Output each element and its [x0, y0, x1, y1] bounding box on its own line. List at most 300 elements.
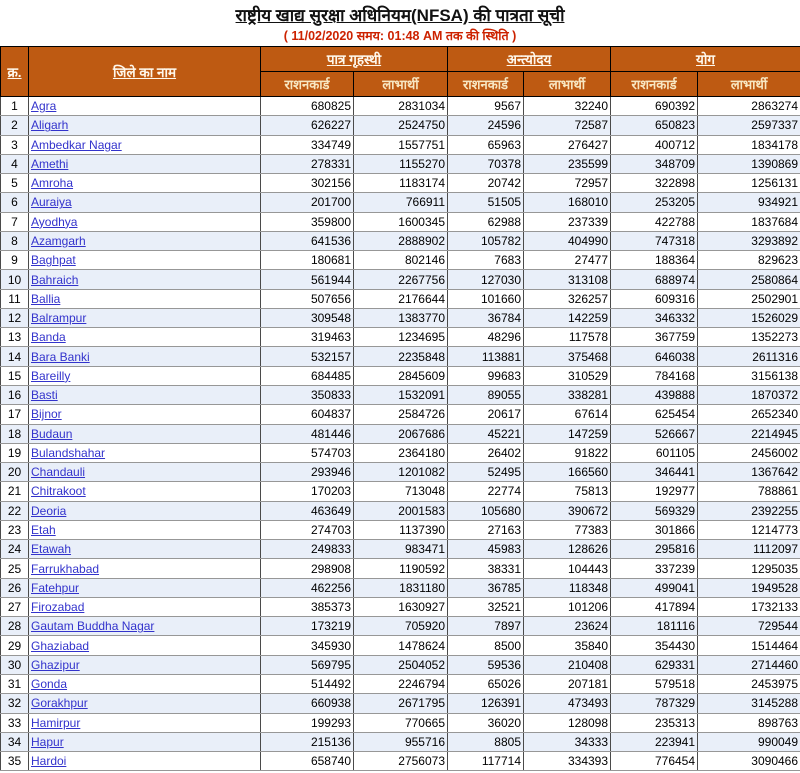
total-rationcards-value: 223941: [611, 732, 698, 751]
total-rationcards-value: 629331: [611, 655, 698, 674]
phh-rationcards-value: 463649: [261, 501, 354, 520]
aay-beneficiaries-value: 375468: [524, 347, 611, 366]
district-cell: [29, 463, 261, 482]
aay-rationcards-value: 62988: [448, 212, 524, 231]
total-rationcards-value: 192977: [611, 482, 698, 501]
aay-beneficiaries-value: 117578: [524, 328, 611, 347]
district-cell: [29, 270, 261, 289]
phh-rationcards-value: 641536: [261, 231, 354, 250]
aay-beneficiaries-value: 142259: [524, 308, 611, 327]
district-cell: [29, 308, 261, 327]
total-beneficiaries-value: 1295035: [698, 559, 800, 578]
table-row: [1, 424, 800, 443]
aay-rationcards-value: 117714: [448, 752, 524, 771]
district-cell: [29, 559, 261, 578]
column-header-phh-rationcards: राशनकार्ड: [261, 72, 354, 97]
total-rationcards-value: 346332: [611, 308, 698, 327]
table-header: [1, 47, 800, 97]
aay-rationcards-value: 89055: [448, 385, 524, 404]
column-header-aay-beneficiaries: लाभार्थी: [524, 72, 611, 97]
column-header-total-beneficiaries: लाभार्थी: [698, 72, 800, 97]
table-row: [1, 694, 800, 713]
aay-rationcards-value: 7897: [448, 617, 524, 636]
phh-beneficiaries-value: 2831034: [354, 97, 448, 116]
district-link[interactable]: Etawah: [31, 542, 72, 557]
aay-beneficiaries-value: 72957: [524, 174, 611, 193]
column-group-antyodaya: अन्त्योदय: [448, 47, 611, 72]
total-rationcards-value: 579518: [611, 674, 698, 693]
phh-beneficiaries-value: 983471: [354, 540, 448, 559]
row-serial-number: 16: [1, 385, 29, 404]
phh-rationcards-value: 170203: [261, 482, 354, 501]
table-row: [1, 212, 800, 231]
total-beneficiaries-value: 2580864: [698, 270, 800, 289]
district-cell: [29, 636, 261, 655]
phh-beneficiaries-value: 1557751: [354, 135, 448, 154]
district-link[interactable]: Amethi: [31, 156, 69, 171]
phh-rationcards-value: 680825: [261, 97, 354, 116]
aay-beneficiaries-value: 404990: [524, 231, 611, 250]
phh-beneficiaries-value: 2671795: [354, 694, 448, 713]
aay-beneficiaries-value: 390672: [524, 501, 611, 520]
table-row: [1, 289, 800, 308]
district-cell: [29, 366, 261, 385]
table-row: [1, 174, 800, 193]
phh-rationcards-value: 462256: [261, 578, 354, 597]
total-rationcards-value: 367759: [611, 328, 698, 347]
district-cell: [29, 617, 261, 636]
phh-beneficiaries-value: 1831180: [354, 578, 448, 597]
aay-beneficiaries-value: 77383: [524, 520, 611, 539]
table-row: [1, 732, 800, 751]
phh-beneficiaries-value: 1630927: [354, 597, 448, 616]
row-serial-number: 12: [1, 308, 29, 327]
row-serial-number: 11: [1, 289, 29, 308]
table-row: [1, 617, 800, 636]
phh-rationcards-value: 626227: [261, 116, 354, 135]
aay-rationcards-value: 22774: [448, 482, 524, 501]
aay-rationcards-value: 36020: [448, 713, 524, 732]
district-cell: [29, 694, 261, 713]
phh-beneficiaries-value: 1190592: [354, 559, 448, 578]
aay-beneficiaries-value: 310529: [524, 366, 611, 385]
table-row: [1, 674, 800, 693]
district-cell: [29, 231, 261, 250]
total-beneficiaries-value: 1214773: [698, 520, 800, 539]
district-cell: [29, 443, 261, 462]
aay-rationcards-value: 59536: [448, 655, 524, 674]
total-beneficiaries-value: 1112097: [698, 540, 800, 559]
total-rationcards-value: 253205: [611, 193, 698, 212]
total-beneficiaries-value: 990049: [698, 732, 800, 751]
aay-rationcards-value: 127030: [448, 270, 524, 289]
table-row: [1, 482, 800, 501]
district-link[interactable]: Banda: [31, 330, 66, 345]
total-beneficiaries-value: 2597337: [698, 116, 800, 135]
aay-beneficiaries-value: 473493: [524, 694, 611, 713]
row-serial-number: 3: [1, 135, 29, 154]
aay-rationcards-value: 51505: [448, 193, 524, 212]
row-serial-number: 18: [1, 424, 29, 443]
phh-beneficiaries-value: 1155270: [354, 154, 448, 173]
phh-beneficiaries-value: 1600345: [354, 212, 448, 231]
district-link[interactable]: Gonda: [31, 677, 68, 692]
district-cell: [29, 251, 261, 270]
column-group-eligible-household: पात्र गृहस्थी: [261, 47, 448, 72]
district-link[interactable]: Ghazipur: [31, 657, 80, 672]
row-serial-number: 8: [1, 231, 29, 250]
table-row: [1, 231, 800, 250]
phh-beneficiaries-value: 1137390: [354, 520, 448, 539]
district-link[interactable]: Bahraich: [31, 272, 79, 287]
total-beneficiaries-value: 2652340: [698, 405, 800, 424]
aay-rationcards-value: 105680: [448, 501, 524, 520]
phh-rationcards-value: 319463: [261, 328, 354, 347]
phh-rationcards-value: 561944: [261, 270, 354, 289]
district-link[interactable]: Gautam Buddha Nagar: [31, 619, 155, 634]
district-link[interactable]: Budaun: [31, 426, 73, 441]
aay-rationcards-value: 7683: [448, 251, 524, 270]
total-beneficiaries-value: 2214945: [698, 424, 800, 443]
district-link[interactable]: Gorakhpur: [31, 696, 88, 711]
phh-beneficiaries-value: 705920: [354, 617, 448, 636]
district-cell: [29, 116, 261, 135]
district-cell: [29, 154, 261, 173]
phh-rationcards-value: 274703: [261, 520, 354, 539]
aay-beneficiaries-value: 237339: [524, 212, 611, 231]
table-row: [1, 559, 800, 578]
row-serial-number: 21: [1, 482, 29, 501]
aay-beneficiaries-value: 104443: [524, 559, 611, 578]
total-rationcards-value: 526667: [611, 424, 698, 443]
district-cell: [29, 347, 261, 366]
table-body: [1, 97, 800, 771]
total-rationcards-value: 422788: [611, 212, 698, 231]
aay-beneficiaries-value: 128098: [524, 713, 611, 732]
aay-rationcards-value: 126391: [448, 694, 524, 713]
phh-beneficiaries-value: 2176644: [354, 289, 448, 308]
phh-rationcards-value: 215136: [261, 732, 354, 751]
total-rationcards-value: 601105: [611, 443, 698, 462]
district-link[interactable]: Hardoi: [31, 754, 67, 769]
row-serial-number: 28: [1, 617, 29, 636]
aay-beneficiaries-value: 118348: [524, 578, 611, 597]
phh-rationcards-value: 278331: [261, 154, 354, 173]
district-cell: [29, 597, 261, 616]
aay-rationcards-value: 45221: [448, 424, 524, 443]
total-beneficiaries-value: 934921: [698, 193, 800, 212]
row-serial-number: 7: [1, 212, 29, 231]
total-beneficiaries-value: 2392255: [698, 501, 800, 520]
district-cell: [29, 174, 261, 193]
aay-beneficiaries-value: 334393: [524, 752, 611, 771]
aay-beneficiaries-value: 147259: [524, 424, 611, 443]
aay-rationcards-value: 45983: [448, 540, 524, 559]
aay-rationcards-value: 36784: [448, 308, 524, 327]
aay-beneficiaries-value: 326257: [524, 289, 611, 308]
total-beneficiaries-value: 2456002: [698, 443, 800, 462]
district-link[interactable]: Fatehpur: [31, 580, 80, 595]
district-link[interactable]: Amroha: [31, 176, 74, 191]
table-row: [1, 752, 800, 771]
aay-rationcards-value: 8805: [448, 732, 524, 751]
district-link[interactable]: Azamgarh: [31, 233, 86, 248]
total-beneficiaries-value: 898763: [698, 713, 800, 732]
aay-rationcards-value: 99683: [448, 366, 524, 385]
total-beneficiaries-value: 3090466: [698, 752, 800, 771]
row-serial-number: 10: [1, 270, 29, 289]
phh-rationcards-value: 658740: [261, 752, 354, 771]
table-row: [1, 135, 800, 154]
total-beneficiaries-value: 1870372: [698, 385, 800, 404]
table-row: [1, 540, 800, 559]
district-cell: [29, 212, 261, 231]
table-row: [1, 655, 800, 674]
district-cell: [29, 752, 261, 771]
table-row: [1, 463, 800, 482]
district-cell: [29, 97, 261, 116]
total-rationcards-value: 346441: [611, 463, 698, 482]
district-cell: [29, 578, 261, 597]
table-row: [1, 270, 800, 289]
phh-rationcards-value: 481446: [261, 424, 354, 443]
district-link[interactable]: Firozabad: [31, 600, 85, 615]
aay-beneficiaries-value: 207181: [524, 674, 611, 693]
total-rationcards-value: 776454: [611, 752, 698, 771]
row-serial-number: 34: [1, 732, 29, 751]
phh-rationcards-value: 201700: [261, 193, 354, 212]
district-cell: [29, 732, 261, 751]
phh-rationcards-value: 385373: [261, 597, 354, 616]
phh-beneficiaries-value: 1234695: [354, 328, 448, 347]
district-link[interactable]: Chandauli: [31, 465, 86, 480]
phh-beneficiaries-value: 1201082: [354, 463, 448, 482]
district-link[interactable]: Basti: [31, 388, 58, 403]
phh-beneficiaries-value: 770665: [354, 713, 448, 732]
aay-beneficiaries-value: 32240: [524, 97, 611, 116]
total-beneficiaries-value: 1949528: [698, 578, 800, 597]
total-beneficiaries-value: 3145288: [698, 694, 800, 713]
total-rationcards-value: 301866: [611, 520, 698, 539]
total-rationcards-value: 439888: [611, 385, 698, 404]
district-cell: [29, 424, 261, 443]
phh-rationcards-value: 684485: [261, 366, 354, 385]
aay-beneficiaries-value: 72587: [524, 116, 611, 135]
district-cell: [29, 540, 261, 559]
table-row: [1, 520, 800, 539]
phh-rationcards-value: 334749: [261, 135, 354, 154]
total-beneficiaries-value: 1837684: [698, 212, 800, 231]
row-serial-number: 14: [1, 347, 29, 366]
aay-beneficiaries-value: 91822: [524, 443, 611, 462]
table-row: [1, 116, 800, 135]
aay-rationcards-value: 32521: [448, 597, 524, 616]
total-rationcards-value: 235313: [611, 713, 698, 732]
page-title: राष्ट्रीय खाद्य सुरक्षा अधिनियम(NFSA) की पात्रता सूची: [235, 6, 565, 25]
table-row: [1, 251, 800, 270]
district-cell: [29, 135, 261, 154]
phh-beneficiaries-value: 2524750: [354, 116, 448, 135]
district-cell: [29, 328, 261, 347]
total-rationcards-value: 569329: [611, 501, 698, 520]
total-rationcards-value: 787329: [611, 694, 698, 713]
district-link[interactable]: Ayodhya: [31, 214, 78, 229]
aay-rationcards-value: 20617: [448, 405, 524, 424]
district-link[interactable]: Bara Banki: [31, 349, 90, 364]
row-serial-number: 1: [1, 97, 29, 116]
district-cell: [29, 501, 261, 520]
district-link[interactable]: Chitrakoot: [31, 484, 86, 499]
phh-rationcards-value: 173219: [261, 617, 354, 636]
total-beneficiaries-value: 788861: [698, 482, 800, 501]
phh-beneficiaries-value: 2246794: [354, 674, 448, 693]
row-serial-number: 6: [1, 193, 29, 212]
row-serial-number: 35: [1, 752, 29, 771]
aay-beneficiaries-value: 313108: [524, 270, 611, 289]
phh-rationcards-value: 249833: [261, 540, 354, 559]
total-rationcards-value: 784168: [611, 366, 698, 385]
phh-rationcards-value: 293946: [261, 463, 354, 482]
phh-rationcards-value: 345930: [261, 636, 354, 655]
district-link[interactable]: Farrukhabad: [31, 561, 100, 576]
total-beneficiaries-value: 829623: [698, 251, 800, 270]
total-beneficiaries-value: 2502901: [698, 289, 800, 308]
row-serial-number: 13: [1, 328, 29, 347]
row-serial-number: 32: [1, 694, 29, 713]
district-link[interactable]: Hapur: [31, 734, 64, 749]
total-beneficiaries-value: 1732133: [698, 597, 800, 616]
aay-rationcards-value: 65963: [448, 135, 524, 154]
total-rationcards-value: 625454: [611, 405, 698, 424]
aay-rationcards-value: 48296: [448, 328, 524, 347]
phh-beneficiaries-value: 802146: [354, 251, 448, 270]
total-beneficiaries-value: 2863274: [698, 97, 800, 116]
phh-beneficiaries-value: 766911: [354, 193, 448, 212]
district-link[interactable]: Agra: [31, 99, 57, 114]
total-rationcards-value: 747318: [611, 231, 698, 250]
total-beneficiaries-value: 1352273: [698, 328, 800, 347]
district-link[interactable]: Bareilly: [31, 368, 71, 383]
phh-beneficiaries-value: 2504052: [354, 655, 448, 674]
column-header-district: जिले का नाम: [29, 47, 261, 97]
total-rationcards-value: 688974: [611, 270, 698, 289]
phh-rationcards-value: 298908: [261, 559, 354, 578]
aay-beneficiaries-value: 35840: [524, 636, 611, 655]
phh-beneficiaries-value: 1532091: [354, 385, 448, 404]
phh-rationcards-value: 507656: [261, 289, 354, 308]
column-header-phh-beneficiaries: लाभार्थी: [354, 72, 448, 97]
district-link[interactable]: Aligarh: [31, 118, 69, 133]
district-link[interactable]: Baghpat: [31, 253, 76, 268]
table-row: [1, 636, 800, 655]
phh-rationcards-value: 514492: [261, 674, 354, 693]
phh-beneficiaries-value: 2888902: [354, 231, 448, 250]
row-serial-number: 19: [1, 443, 29, 462]
total-rationcards-value: 499041: [611, 578, 698, 597]
aay-beneficiaries-value: 34333: [524, 732, 611, 751]
district-link[interactable]: Bijnor: [31, 407, 62, 422]
district-link[interactable]: Hamirpur: [31, 715, 81, 730]
aay-rationcards-value: 52495: [448, 463, 524, 482]
aay-beneficiaries-value: 75813: [524, 482, 611, 501]
table-row: [1, 328, 800, 347]
table-row: [1, 713, 800, 732]
row-serial-number: 20: [1, 463, 29, 482]
table-row: [1, 366, 800, 385]
phh-rationcards-value: 199293: [261, 713, 354, 732]
phh-beneficiaries-value: 2001583: [354, 501, 448, 520]
aay-beneficiaries-value: 27477: [524, 251, 611, 270]
row-serial-number: 31: [1, 674, 29, 693]
district-cell: [29, 289, 261, 308]
phh-beneficiaries-value: 2845609: [354, 366, 448, 385]
table-row: [1, 578, 800, 597]
phh-rationcards-value: 574703: [261, 443, 354, 462]
phh-rationcards-value: 302156: [261, 174, 354, 193]
district-link[interactable]: Deoria: [31, 503, 67, 518]
district-link[interactable]: Balrampur: [31, 311, 87, 326]
total-beneficiaries-value: 1514464: [698, 636, 800, 655]
aay-rationcards-value: 38331: [448, 559, 524, 578]
table-row: [1, 97, 800, 116]
district-link[interactable]: Auraiya: [31, 195, 72, 210]
total-rationcards-value: 337239: [611, 559, 698, 578]
phh-beneficiaries-value: 955716: [354, 732, 448, 751]
aay-beneficiaries-value: 276427: [524, 135, 611, 154]
district-link[interactable]: Ballia: [31, 291, 61, 306]
district-link[interactable]: Ambedkar Nagar: [31, 137, 122, 152]
aay-beneficiaries-value: 23624: [524, 617, 611, 636]
aay-beneficiaries-value: 101206: [524, 597, 611, 616]
phh-beneficiaries-value: 2756073: [354, 752, 448, 771]
phh-beneficiaries-value: 2584726: [354, 405, 448, 424]
phh-rationcards-value: 604837: [261, 405, 354, 424]
table-row: [1, 501, 800, 520]
total-rationcards-value: 609316: [611, 289, 698, 308]
district-link[interactable]: Ghaziabad: [31, 638, 90, 653]
column-header-serial: क्र.: [1, 47, 29, 97]
row-serial-number: 24: [1, 540, 29, 559]
total-rationcards-value: 354430: [611, 636, 698, 655]
table-row: [1, 308, 800, 327]
status-timestamp: ( 11/02/2020 समय: 01:48 AM तक की स्थिति ): [283, 29, 517, 43]
district-link[interactable]: Bulandshahar: [31, 445, 106, 460]
row-serial-number: 22: [1, 501, 29, 520]
total-beneficiaries-value: 1390869: [698, 154, 800, 173]
column-group-total: योग: [611, 47, 800, 72]
aay-rationcards-value: 9567: [448, 97, 524, 116]
table-row: [1, 597, 800, 616]
phh-rationcards-value: 660938: [261, 694, 354, 713]
phh-beneficiaries-value: 2235848: [354, 347, 448, 366]
district-cell: [29, 193, 261, 212]
table-row: [1, 193, 800, 212]
phh-rationcards-value: 569795: [261, 655, 354, 674]
row-serial-number: 5: [1, 174, 29, 193]
aay-beneficiaries-value: 166560: [524, 463, 611, 482]
phh-rationcards-value: 309548: [261, 308, 354, 327]
phh-beneficiaries-value: 1383770: [354, 308, 448, 327]
table-row: [1, 385, 800, 404]
table-row: [1, 405, 800, 424]
total-beneficiaries-value: 2714460: [698, 655, 800, 674]
aay-rationcards-value: 36785: [448, 578, 524, 597]
total-rationcards-value: 348709: [611, 154, 698, 173]
district-cell: [29, 405, 261, 424]
district-link[interactable]: Etah: [31, 522, 56, 537]
phh-beneficiaries-value: 2067686: [354, 424, 448, 443]
total-beneficiaries-value: 3156138: [698, 366, 800, 385]
